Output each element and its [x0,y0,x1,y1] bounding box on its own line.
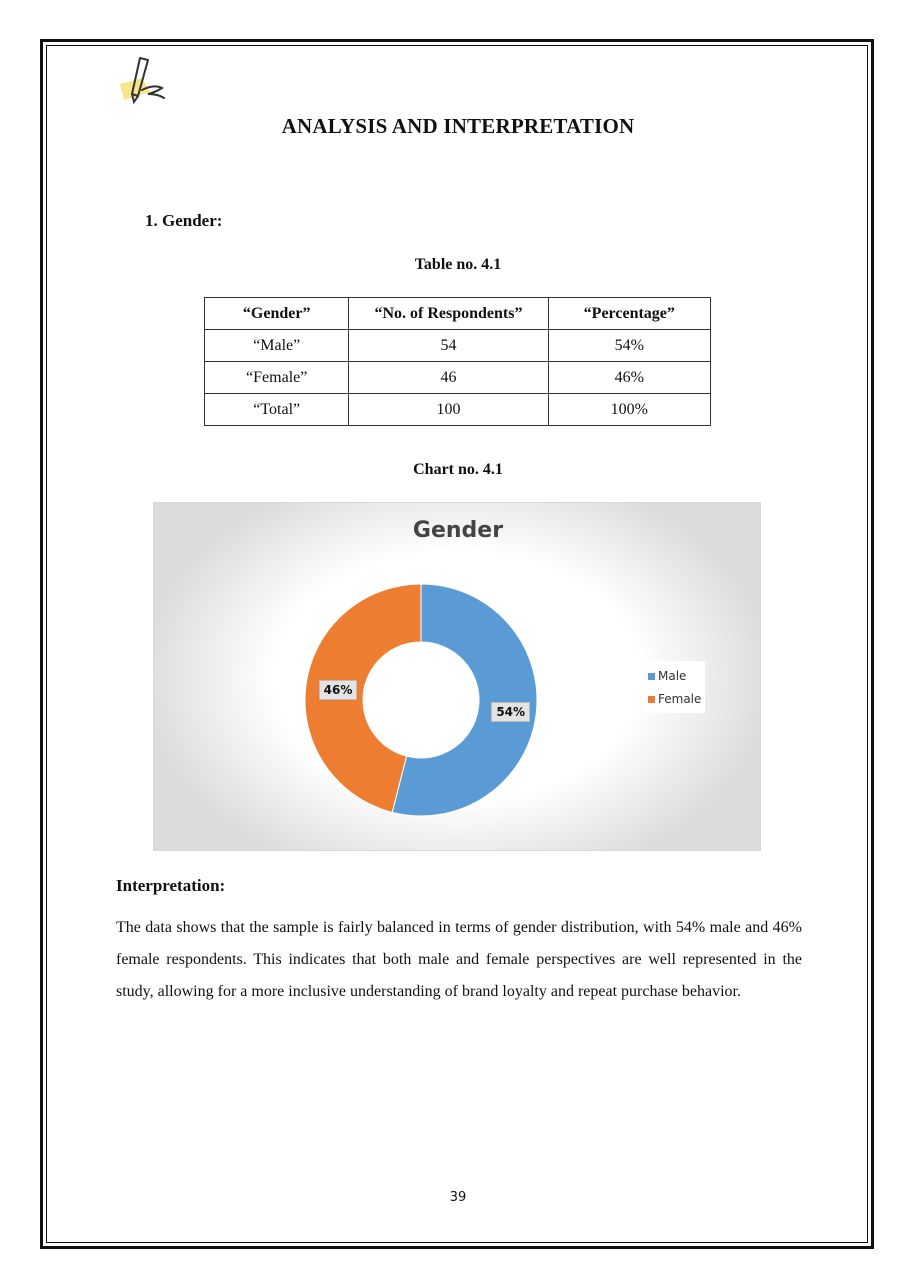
legend-item-male [648,669,686,683]
header-respondents: “No. of Respondents” [349,298,548,330]
chart-legend [645,661,705,713]
section-heading: 1. Gender: [145,211,223,230]
data-label-male: 54% [491,702,530,722]
table-cell: 54% [548,330,710,362]
legend-item-female [648,692,701,706]
table-cell: 100 [349,394,548,426]
table-cell: 46% [548,362,710,394]
pen-writing-icon [112,54,174,110]
table-cell: 100% [548,394,710,426]
page-title: ANALYSIS AND INTERPRETATION [281,114,635,138]
interpretation-text: The data shows that the sample is fairly balanced in terms of gender distribution, with 54% male and 46% female respondents. This indicates that both male and female perspectives are well represented in the study, allowing for a more inclusive understanding of brand loyalty and repeat purchase behavior. [116,919,802,1000]
header-gender: “Gender” [205,298,349,330]
table-caption: Table no. 4.1 [414,256,502,273]
chart-caption: Chart no. 4.1 [413,461,503,478]
legend-label: Female [658,692,702,706]
legend-label: Male [658,669,687,683]
gender-table [204,297,711,426]
table-cell: “Total” [205,394,349,426]
table-row [205,394,711,426]
table-cell: “Female” [205,362,349,394]
data-label-female: 46% [319,680,358,700]
page-number: 39 [449,1190,467,1205]
table-row [205,330,711,362]
table-cell: 54 [349,330,548,362]
table-row [205,362,711,394]
chart-title: Gender [412,518,504,543]
table-cell: 46 [349,362,548,394]
interpretation-heading: Interpretation: [116,876,226,895]
legend-swatch [648,696,655,703]
table-header-row [205,298,711,330]
table-cell: “Male” [205,330,349,362]
header-percentage: “Percentage” [548,298,710,330]
legend-swatch [648,673,655,680]
gender-chart [153,502,761,851]
